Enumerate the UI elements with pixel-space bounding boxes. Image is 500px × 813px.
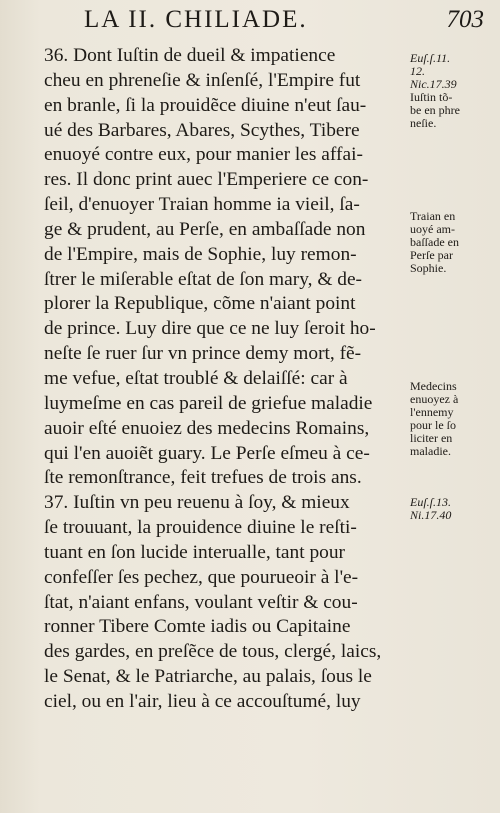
text-line: ſtrer le miſerable eſtat de ſon mary, & de-	[44, 268, 363, 290]
margin-note-line: l'ennemy	[410, 405, 454, 419]
text-line: le Senat, & le Patriarche, au palais, ſous le	[44, 666, 372, 688]
margin-note-line: Iuſtin tõ-	[410, 90, 453, 104]
text-line: ge & prudent, au Perſe, en ambaſſade non	[44, 218, 366, 240]
margin-note-line: be en phre	[410, 103, 460, 117]
text-line: neſte ſe ruer ſur vn prince demy mort, fẽ-	[44, 343, 362, 365]
margin-note-4	[410, 496, 496, 522]
main-text-column	[44, 44, 406, 715]
text-line: plorer la Republique, cõme n'aiant point	[44, 293, 356, 315]
text-line: enuoyé contre eux, pour manier les affai-	[44, 144, 363, 166]
text-line: tuant en ſon lucide interualle, tant pour	[44, 541, 345, 563]
margin-note-line: 12.	[410, 64, 425, 78]
text-line: luymeſme en cas pareil de griefue maladie	[44, 392, 373, 414]
text-line: me vefue, eſtat troublé & delaiſſé: car à	[44, 367, 348, 389]
text-line: des gardes, en preſẽce de tous, clergé, laics,	[44, 641, 382, 663]
margin-note-line: Euſ.ſ.11.	[410, 51, 451, 65]
margin-note-line: liciter en	[410, 431, 453, 445]
margin-note-line: Ni.17.40	[410, 508, 452, 522]
text-line: de l'Empire, mais de Sophie, luy remon-	[44, 243, 357, 265]
text-line: ué des Barbares, Abares, Scythes, Tibere	[44, 119, 360, 141]
margin-note-line: enuoyez à	[410, 392, 459, 406]
margin-note-line: baſſade en	[410, 235, 459, 249]
text-line: ronner Tibere Comte iadis ou Capitaine	[44, 616, 351, 638]
running-title: LA II. CHILIADE.	[84, 6, 308, 33]
margin-note-line: Perſe par	[410, 248, 453, 262]
margin-note-line: Nic.17.39	[410, 77, 457, 91]
page-number: 703	[446, 6, 484, 33]
text-line: qui l'en auoiẽt guary. Le Perſe eſmeu à ce-	[44, 442, 370, 464]
margin-note-line: Sophie.	[410, 261, 447, 275]
text-line: ſte remonſtrance, feit trefues de trois ans.	[44, 467, 362, 489]
text-line: ſeil, d'enuoyer Traian homme ia vieil, ſa-	[44, 194, 360, 216]
text-line: en branle, ſi la prouidẽce diuine n'eut ſau-	[44, 94, 367, 116]
margin-note-line: maladie.	[410, 444, 451, 458]
text-line: ſe trouuant, la prouidence diuine le reſti-	[44, 517, 357, 539]
margin-note-line: neſie.	[410, 116, 437, 130]
text-line: cheu en phreneſie & inſenſé, l'Empire fut	[44, 69, 361, 91]
margin-note-line: uoyé am-	[410, 222, 455, 236]
margin-note-1	[410, 52, 496, 130]
text-line: de prince. Luy dire que ce ne luy ſeroit ho-	[44, 318, 376, 340]
text-line: 36. Dont Iuſtin de dueil & impatience	[44, 45, 336, 66]
text-line: auoir eſté enuoiez des medecins Romains,	[44, 417, 370, 439]
margin-note-line: pour le ſo	[410, 418, 456, 432]
running-header	[84, 4, 484, 38]
text-line: 37. Iuſtin vn peu reuenu à ſoy, & mieux	[44, 492, 350, 514]
text-line: ciel, ou en l'air, lieu à ce accouſtumé, luy	[44, 690, 361, 712]
margin-note-line: Medecins	[410, 379, 457, 393]
text-line: confeſſer ſes pechez, que pourueoir à l'e-	[44, 566, 359, 588]
margin-note-line: Euſ.ſ.13.	[410, 495, 451, 509]
margin-note-line: Traian en	[410, 209, 456, 223]
text-line: ſtat, n'aiant enfans, voulant veſtir & cou-	[44, 591, 358, 613]
margin-note-3	[410, 380, 496, 458]
text-line: res. Il donc print auec l'Emperiere ce con-	[44, 169, 369, 191]
margin-note-2	[410, 210, 496, 275]
